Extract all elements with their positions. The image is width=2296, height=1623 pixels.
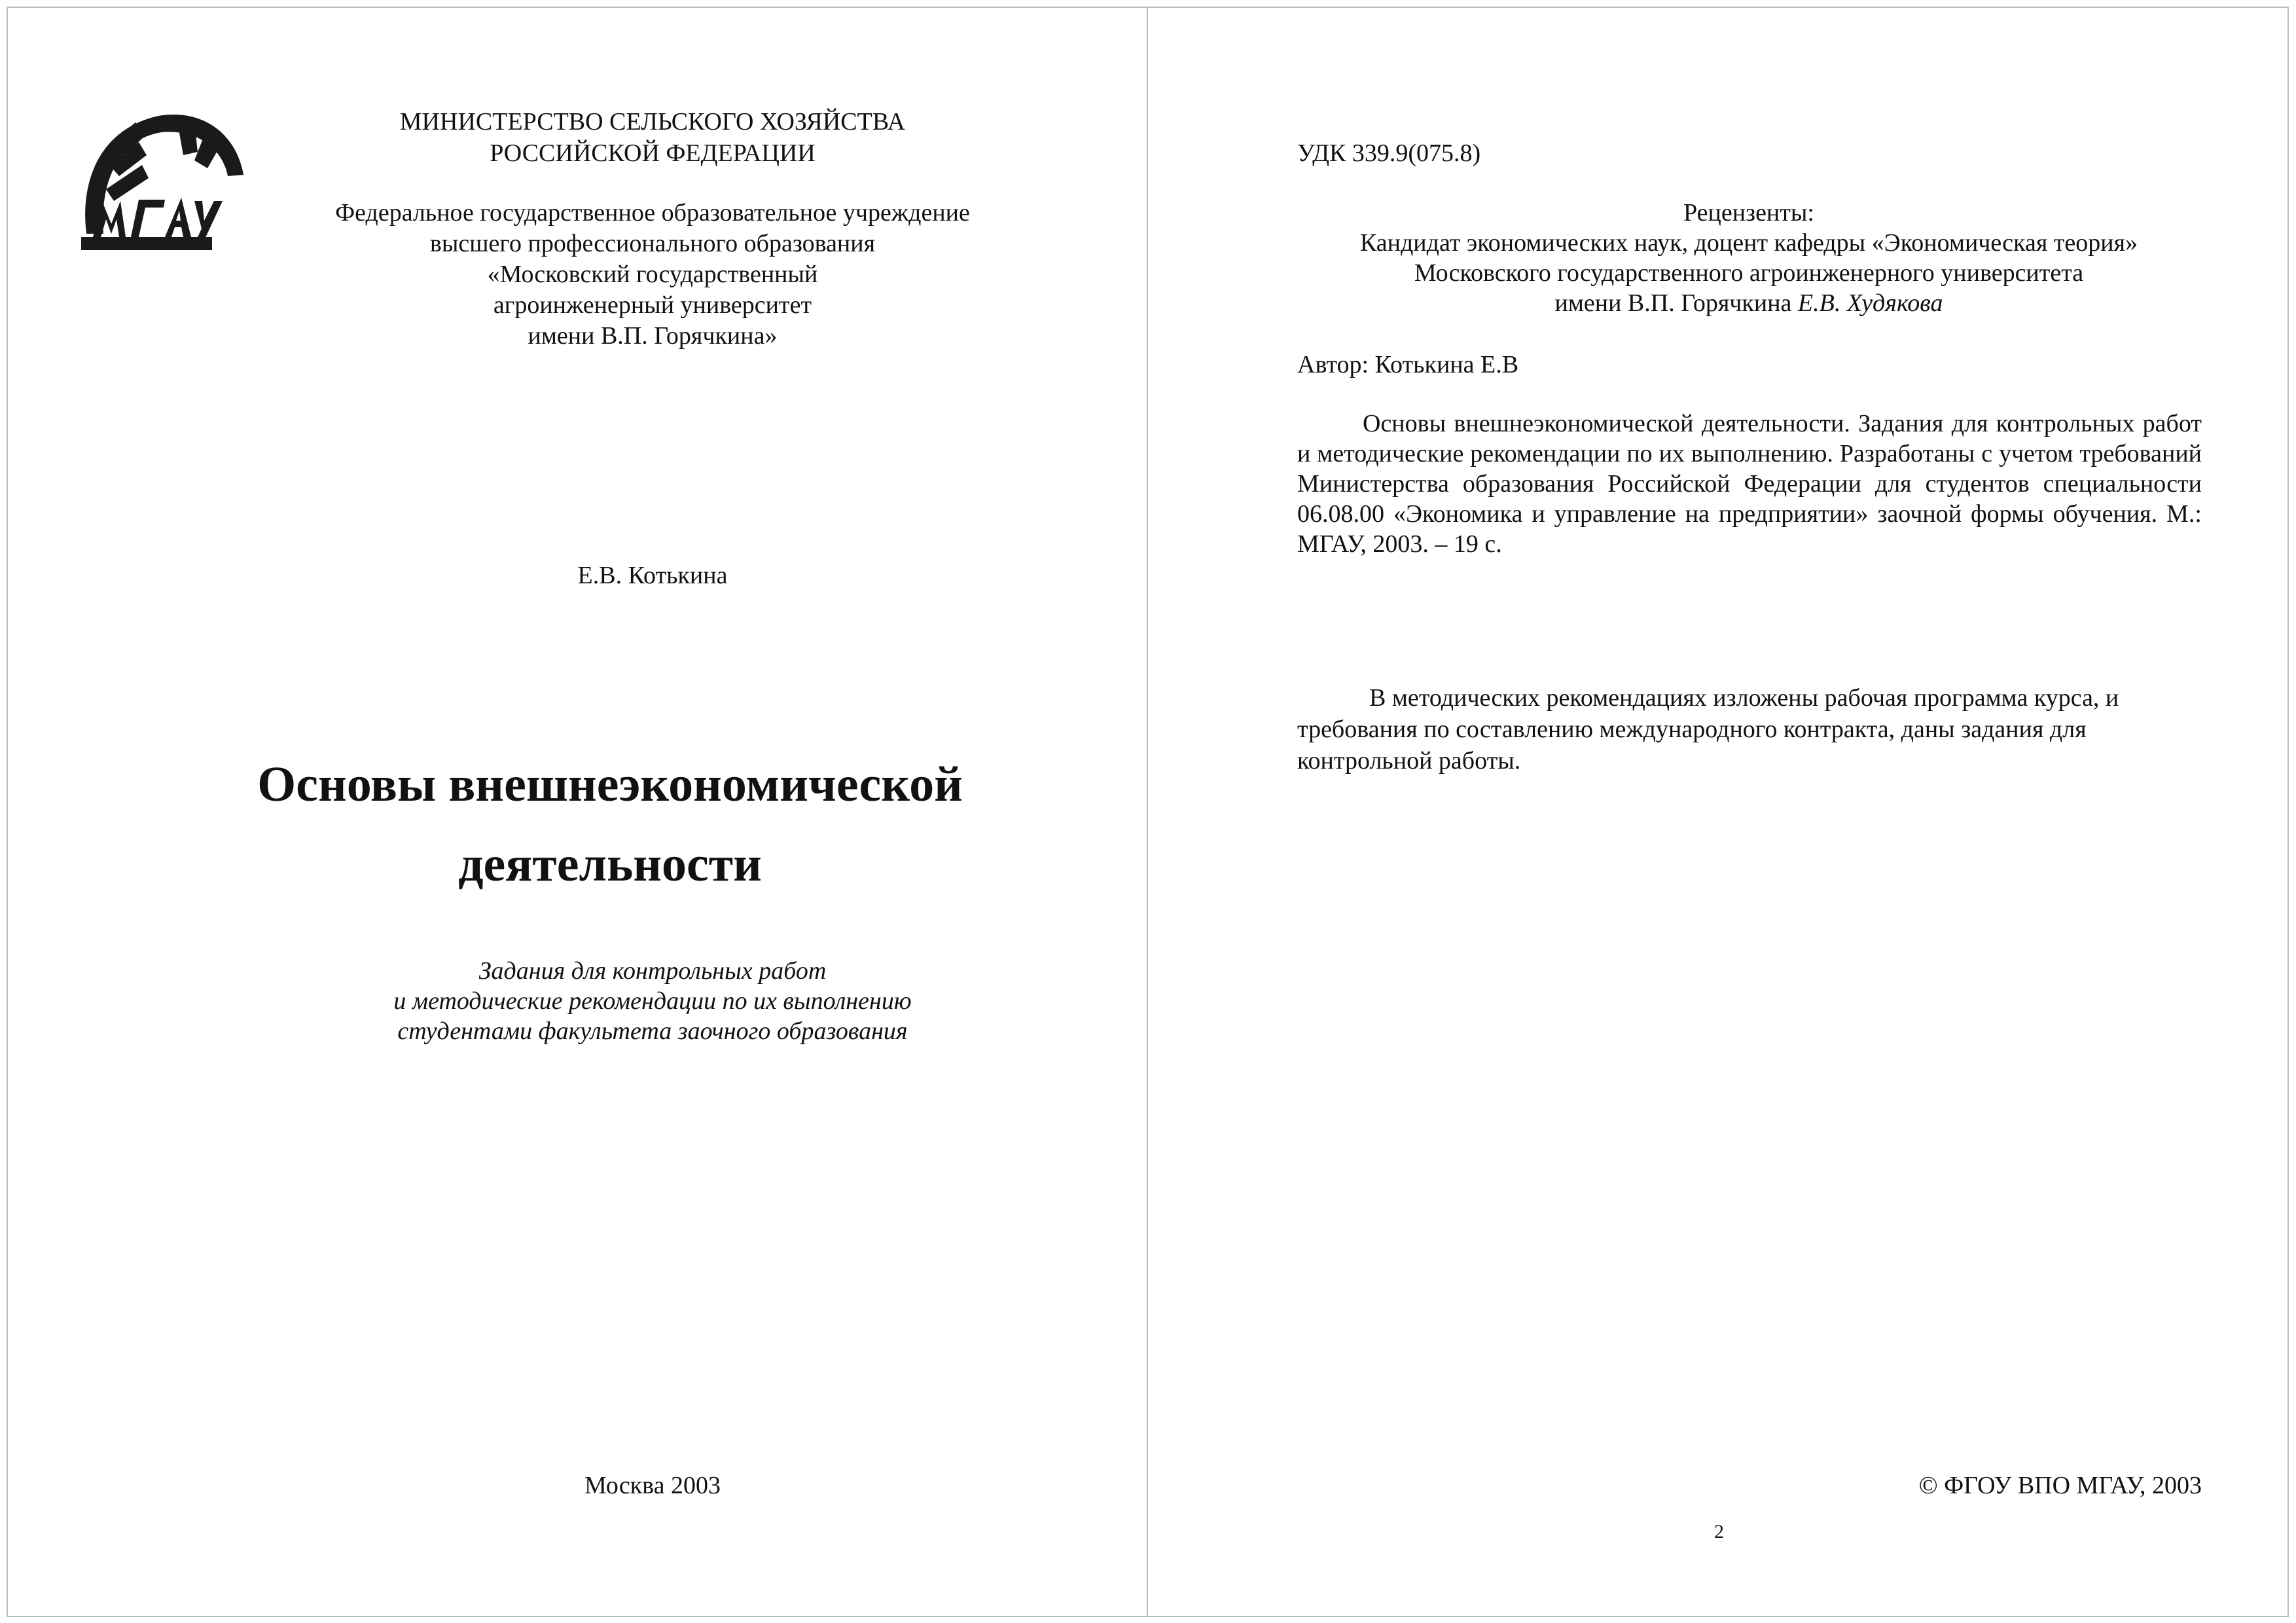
page-number: 2 bbox=[1714, 1521, 1724, 1542]
reviewer-name-line bbox=[1297, 288, 2200, 318]
reviewer-line: Московского государственного агроинженерного университета bbox=[1414, 259, 2084, 287]
reviewer-line: Кандидат экономических наук, доцент кафедры «Экономическая теория» bbox=[1359, 229, 2138, 257]
reviewer-name: Е.В. Худякова bbox=[1797, 289, 1943, 317]
city-year: Москва 2003 bbox=[584, 1472, 721, 1499]
left-page bbox=[7, 7, 1149, 1617]
subtitle-line: и методические рекомендации по их выполнению bbox=[393, 987, 912, 1015]
title-line: Основы внешнеэкономической bbox=[257, 757, 963, 812]
subtitle-line: студентами факультета заочного образования bbox=[397, 1017, 908, 1045]
ministry-line: РОССИЙСКОЙ ФЕДЕРАЦИИ bbox=[490, 139, 816, 167]
reviewers-label: Рецензенты: bbox=[1683, 199, 1814, 227]
author-name: Е.В. Котькина bbox=[577, 562, 728, 589]
document-title bbox=[73, 744, 1147, 904]
ministry-heading bbox=[204, 106, 1101, 169]
summary-paragraph: В методических рекомендациях изложены рабочая программа курса, и требования по составлению международного контракта, даны задания для контрольной работы. bbox=[1297, 684, 2119, 775]
copyright-notice: © ФГОУ ВПО МГАУ, 2003 bbox=[1918, 1472, 2202, 1499]
institution-line: агроинженерный университет bbox=[493, 291, 812, 319]
reviewer-name-prefix: имени В.П. Горячкина bbox=[1554, 289, 1798, 317]
institution-line: высшего профессионального образования bbox=[429, 230, 876, 257]
ministry-line: МИНИСТЕРСТВО СЕЛЬСКОГО ХОЗЯЙСТВА bbox=[399, 108, 906, 136]
document-subtitle bbox=[204, 956, 1101, 1046]
institution-block bbox=[204, 198, 1101, 352]
author-line: Автор: Котькина Е.В bbox=[1297, 351, 1519, 378]
institution-line: имени В.П. Горячкина» bbox=[528, 322, 778, 350]
institution-line: «Московский государственный bbox=[487, 261, 818, 288]
annotation-paragraph: Основы внешнеэкономической деятельности. Задания для контрольных работ и методические рекомендации по их выполнению. Разработаны с учетом требований Министерства образования Российской Федерации для студентов специальности 06.08.00 «Экономика и управление на предприятии» заочной формы обучения. М.: МГАУ, 2003. – 19 с. bbox=[1297, 410, 2202, 558]
right-page bbox=[1147, 7, 2289, 1617]
institution-line: Федеральное государственное образовательное учреждение bbox=[335, 199, 970, 227]
reviewers-block bbox=[1297, 198, 2200, 318]
udk-code: УДК 339.9(075.8) bbox=[1297, 139, 1481, 167]
subtitle-line: Задания для контрольных работ bbox=[478, 957, 827, 985]
title-line: деятельности bbox=[458, 837, 762, 892]
